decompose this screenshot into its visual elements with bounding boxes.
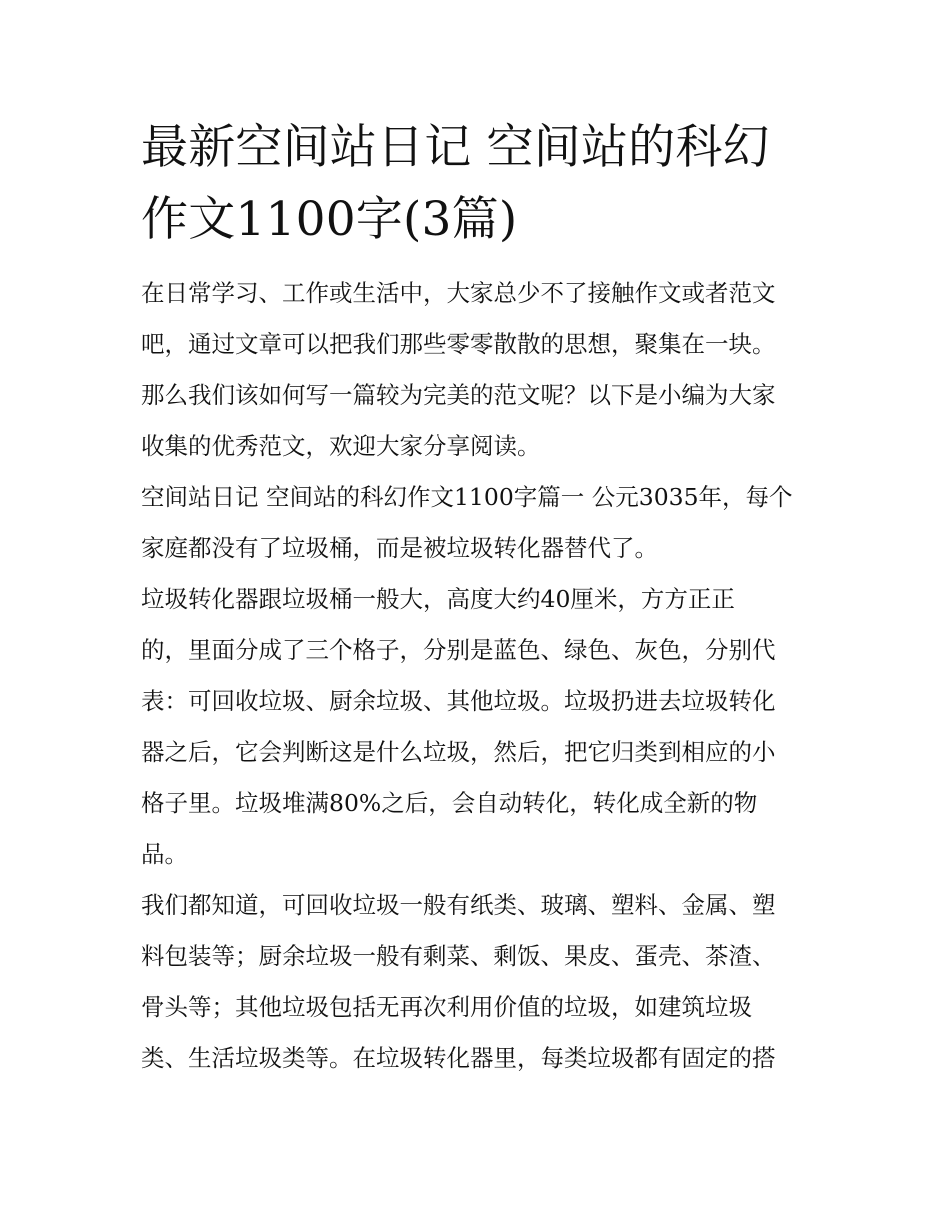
paragraph-opening: 空间站日记 空间站的科幻作文1100字篇一 公元3035年，每个 家庭都没有了垃圾桶，而是被垃圾转化器替代了。 xyxy=(141,483,793,562)
paragraph-intro: 在日常学习、工作或生活中，大家总少不了接触作文或者范文 吧，通过文章可以把我们那些零零散散的思想，聚集在一块。 那么我们该如何写一篇较为完美的范文呢？以下是小编为大家 收集的优秀范文，欢迎大家分享阅读。 xyxy=(141,279,776,460)
document-content xyxy=(141,112,821,1084)
paragraph-converter-description: 垃圾转化器跟垃圾桶一般大，高度大约40厘米，方方正正 的，里面分成了三个格子，分别是蓝色、绿色、灰色，分别代 表：可回收垃圾、厨余垃圾、其他垃圾。垃圾扔进去垃圾转化 器之后，它会判断这是什么垃圾，然后，把它归类到相应的小 格子里。垃圾堆满80%之后，会自动转化，转化成全新的物 品。 xyxy=(141,585,776,868)
document-title: 最新空间站日记 空间站的科幻 作文1100字(3篇) xyxy=(141,120,770,247)
paragraph-waste-types: 我们都知道，可回收垃圾一般有纸类、玻璃、塑料、金属、塑 料包装等；厨余垃圾一般有剩菜、剩饭、果皮、蛋壳、茶渣、 骨头等；其他垃圾包括无再次利用价值的垃圾，如建筑垃圾 类、生活垃圾类等。在垃圾转化器里，每类垃圾都有固定的搭 xyxy=(141,891,776,1072)
